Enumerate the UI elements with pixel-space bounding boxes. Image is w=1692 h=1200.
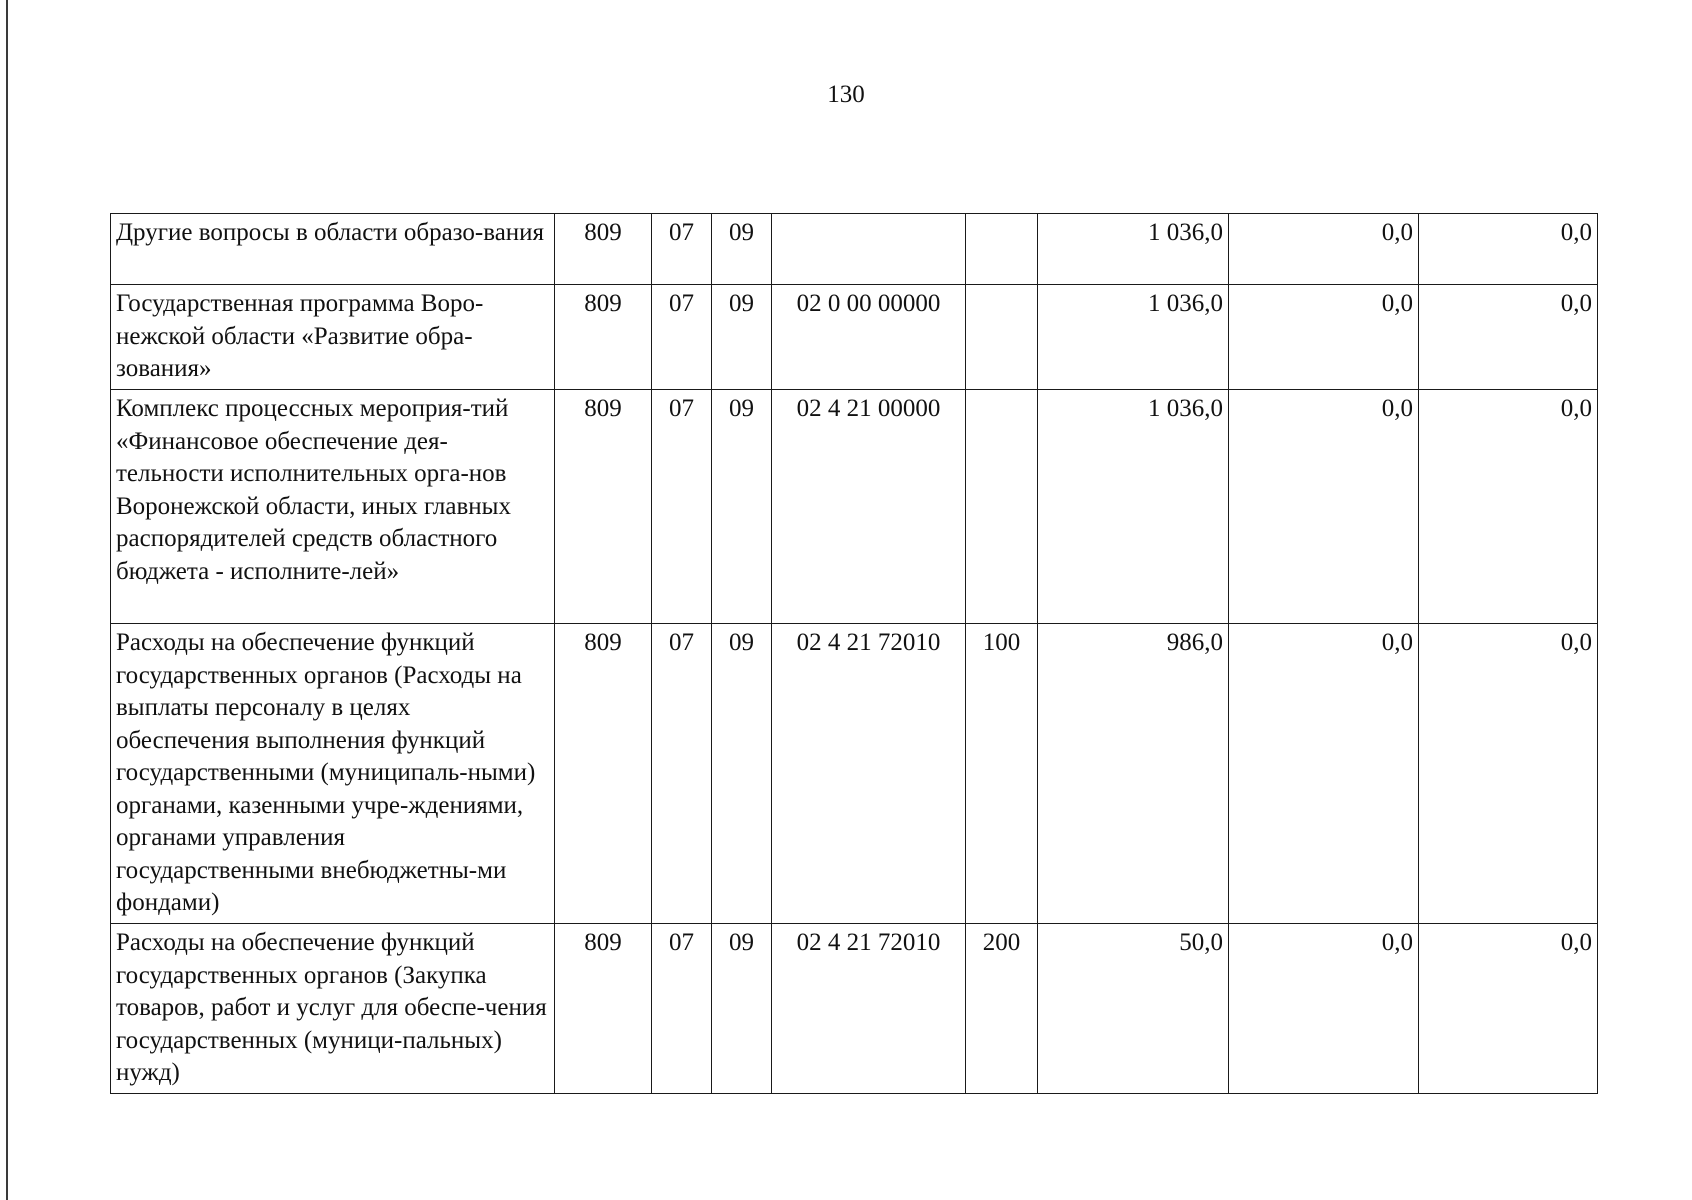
amount-year3-cell: 0,0 xyxy=(1419,285,1598,390)
subsection-cell: 09 xyxy=(712,390,772,624)
subsection-cell: 09 xyxy=(712,214,772,285)
section-cell: 07 xyxy=(652,285,712,390)
amount-year2-cell: 0,0 xyxy=(1229,285,1419,390)
expense-type-cell xyxy=(966,214,1038,285)
page-number: 130 xyxy=(827,81,865,108)
table-row xyxy=(111,390,1598,624)
table-row xyxy=(111,214,1598,285)
amount-year3-cell: 0,0 xyxy=(1419,390,1598,624)
row-name-cell: Другие вопросы в области образо-вания xyxy=(111,214,555,285)
section-cell: 07 xyxy=(652,390,712,624)
amount-year3-cell: 0,0 xyxy=(1419,624,1598,924)
table-row xyxy=(111,924,1598,1094)
amount-year2-cell: 0,0 xyxy=(1229,390,1419,624)
amount-year1-cell: 986,0 xyxy=(1038,624,1229,924)
grbs-cell: 809 xyxy=(555,924,652,1094)
amount-year3-cell: 0,0 xyxy=(1419,924,1598,1094)
grbs-cell: 809 xyxy=(555,285,652,390)
amount-year2-cell: 0,0 xyxy=(1229,214,1419,285)
row-name-cell: Государственная программа Воро-нежской области «Развитие обра-зования» xyxy=(111,285,555,390)
scan-edge-line xyxy=(6,0,8,1200)
target-article-cell: 02 4 21 72010 xyxy=(772,624,966,924)
table-row xyxy=(111,624,1598,924)
expense-type-cell xyxy=(966,285,1038,390)
amount-year1-cell: 50,0 xyxy=(1038,924,1229,1094)
grbs-cell: 809 xyxy=(555,390,652,624)
target-article-cell: 02 4 21 00000 xyxy=(772,390,966,624)
subsection-cell: 09 xyxy=(712,285,772,390)
grbs-cell: 809 xyxy=(555,214,652,285)
amount-year1-cell: 1 036,0 xyxy=(1038,214,1229,285)
target-article-cell: 02 4 21 72010 xyxy=(772,924,966,1094)
target-article-cell xyxy=(772,214,966,285)
amount-year2-cell: 0,0 xyxy=(1229,624,1419,924)
subsection-cell: 09 xyxy=(712,924,772,1094)
budget-table xyxy=(110,213,1598,1094)
row-name-cell: Комплекс процессных мероприя-тий «Финансовое обеспечение дея-тельности исполнительных орга-нов Воронежской области, иных главных распорядителей средств областного бюджета - исполните-лей» xyxy=(111,390,555,624)
grbs-cell: 809 xyxy=(555,624,652,924)
amount-year1-cell: 1 036,0 xyxy=(1038,285,1229,390)
expense-type-cell: 100 xyxy=(966,624,1038,924)
section-cell: 07 xyxy=(652,624,712,924)
expense-type-cell: 200 xyxy=(966,924,1038,1094)
section-cell: 07 xyxy=(652,924,712,1094)
target-article-cell: 02 0 00 00000 xyxy=(772,285,966,390)
amount-year3-cell: 0,0 xyxy=(1419,214,1598,285)
subsection-cell: 09 xyxy=(712,624,772,924)
row-name-cell: Расходы на обеспечение функций государственных органов (Закупка товаров, работ и услуг для обеспе-чения государственных (муници-пальных) нужд) xyxy=(111,924,555,1094)
row-name-cell: Расходы на обеспечение функций государственных органов (Расходы на выплаты персоналу в целях обеспечения выполнения функций государственными (муниципаль-ными) органами, казенными учре-ждениями, органами управления государственными внебюджетны-ми фондами) xyxy=(111,624,555,924)
section-cell: 07 xyxy=(652,214,712,285)
amount-year2-cell: 0,0 xyxy=(1229,924,1419,1094)
table-row xyxy=(111,285,1598,390)
amount-year1-cell: 1 036,0 xyxy=(1038,390,1229,624)
expense-type-cell xyxy=(966,390,1038,624)
